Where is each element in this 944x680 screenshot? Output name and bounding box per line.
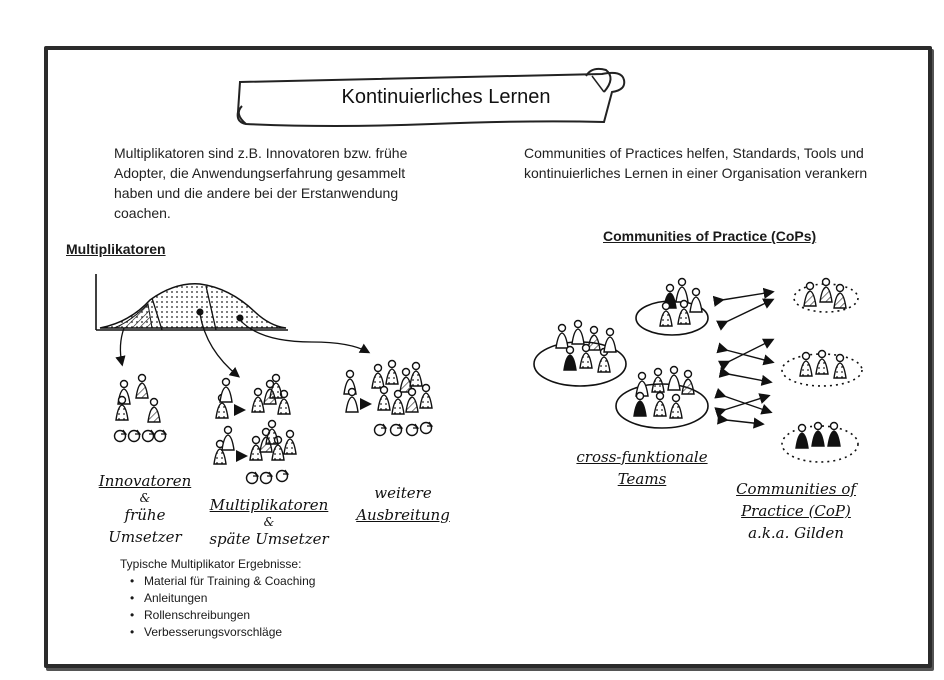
page-title: Kontinuierliches Lernen	[341, 86, 551, 108]
adoption-curve	[96, 274, 368, 376]
label-ausbreitung: weitere Ausbreitung	[356, 484, 450, 524]
intro-multiplikatoren: Multiplikatoren sind z.B. Innovatoren bzw. frühe Adopter, die Anwendungserfahrung gesammelt haben und die andere bei der Erstanwendung coachen.	[114, 145, 408, 221]
results-list	[120, 556, 315, 641]
cop-groups	[782, 279, 862, 463]
group-multiplikatoren	[214, 375, 296, 484]
results-item: • Verbesserungsvorschläge	[144, 624, 315, 641]
intro-cops: Communities of Practices helfen, Standards, Tools und kontinuierliches Lernen in einer Organisation verankern	[524, 145, 868, 181]
heading-cops: Communities of Practice (CoPs)	[603, 228, 817, 244]
team-ellipses	[534, 279, 708, 429]
label-innovatoren: Innovatoren & frühe Umsetzer	[98, 472, 192, 546]
label-teams: cross-funktionale Teams	[576, 448, 708, 488]
results-item: • Anleitungen	[144, 590, 315, 607]
results-title: Typische Multiplikator Ergebnisse:	[120, 557, 302, 571]
group-ausbreitung	[344, 361, 432, 436]
heading-multiplikatoren: Multiplikatoren	[66, 241, 166, 257]
cop-arrows	[722, 292, 772, 424]
results-item: • Rollenschreibungen	[144, 607, 315, 624]
label-multiplikatoren: Multiplikatoren & späte Umsetzer	[209, 496, 329, 548]
label-cop: Communities of Practice (CoP) a.k.a. Gilden	[736, 480, 856, 542]
group-innovatoren	[115, 375, 167, 442]
results-item: • Material für Training & Coaching	[144, 573, 315, 590]
